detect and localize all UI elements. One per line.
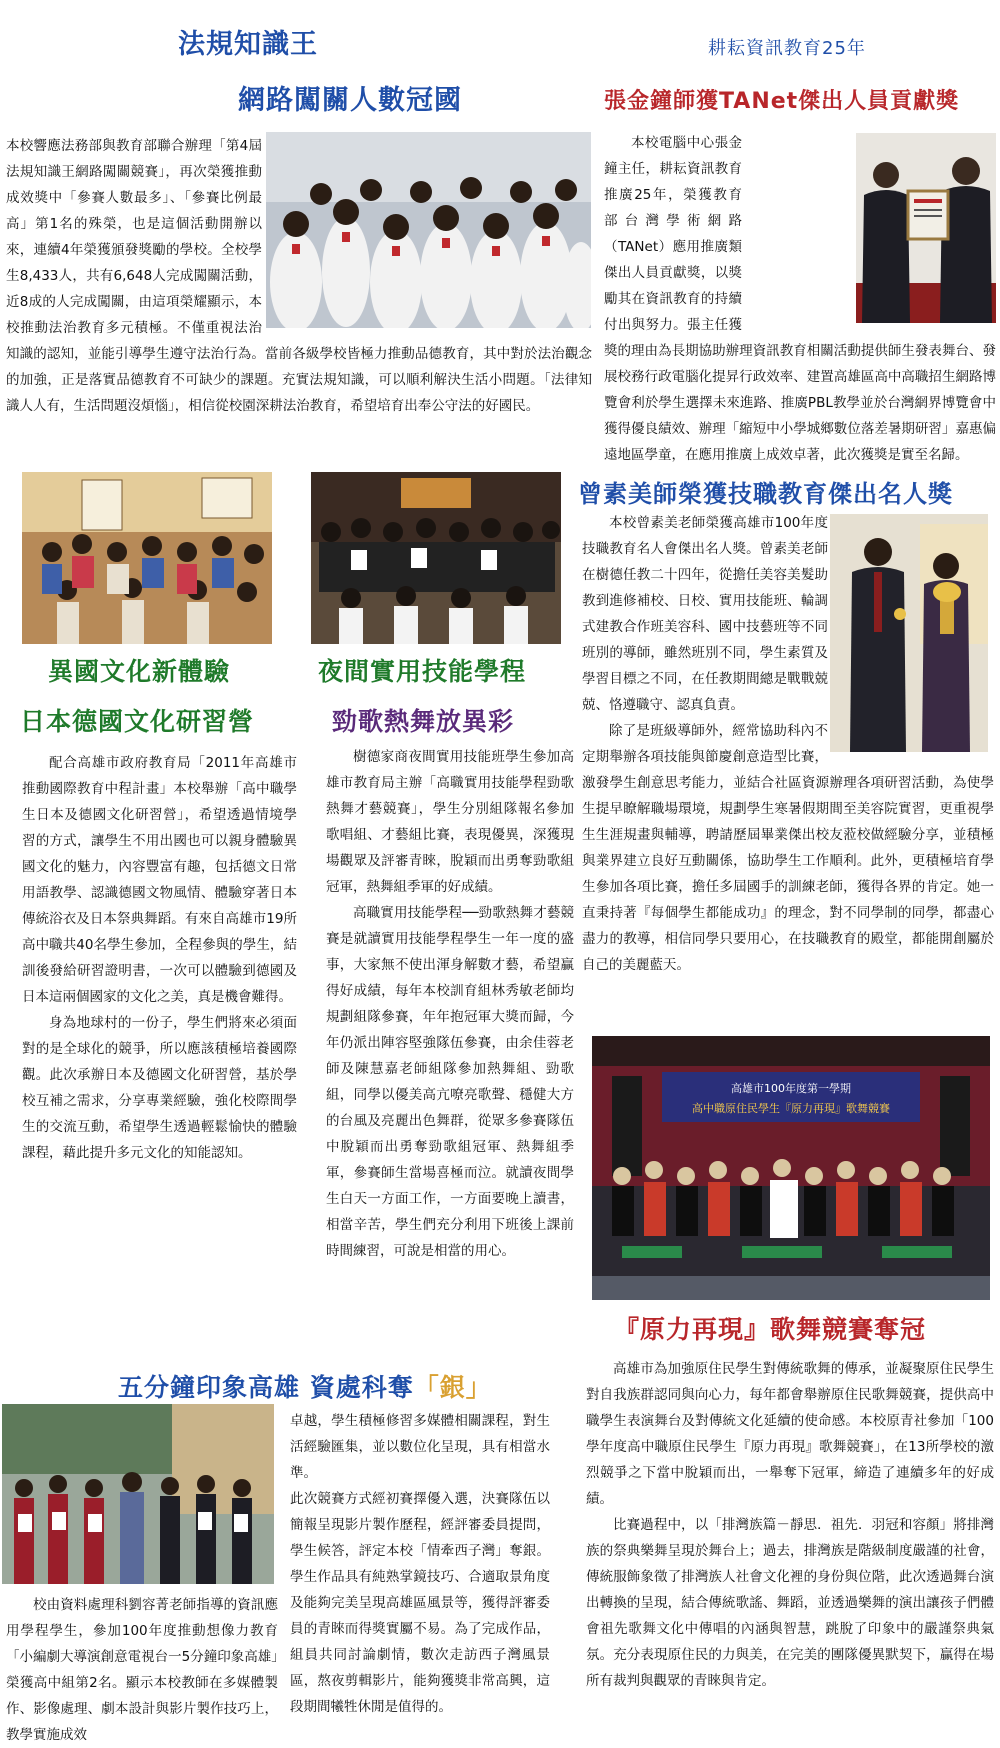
svg-text:高中職原住民學生『原力再現』歌舞競賽: 高中職原住民學生『原力再現』歌舞競賽 [692,1102,890,1115]
article2-body [604,130,996,463]
night-program-caption: 夜間實用技能學程 [318,657,527,686]
article7-paragraph-3: 此次競賽方式經初賽擇優入選，決賽隊伍以簡報呈現影片製作歷程，經評審委員提問，學生候答，評定本校「情牽西子灣」奪銀。學生作品具有純熟掌鏡技巧、合適取景角度及能夠完美呈現高雄區風景等，獲得評審委員的青睞而得獎實屬不易。為了完成作品，組員共同討論劇情，數次走訪西子灣風景區，熬夜剪輯影片，能夠獲獎非常高興，這段期間犧牲休閒是值得的。 [290,1491,550,1715]
article6-paragraph-1: 高雄市為加強原住民學生對傳統歌舞的傳承，並凝聚原住民學生對自我族群認同與向心力，每年都會舉辦原住民歌舞競賽，提供高中職學生表演舞台及對傳統文化延續的使命感。本校原青社參加「100學年度高中職原住民學生『原力再現』歌舞競賽」，在13所學校的激烈競爭之下當中脫穎而出，一舉奪下冠軍，締造了連續多年的好成績。 [586,1361,994,1507]
article1-paragraph: 本校響應法務部與教育部聯合辦理「第4屆法規知識王網路闖關競賽」，再次榮獲推動成效獎中「參賽人數最多」、「參賽比例最高」第1名的殊榮，也是這個活動開辦以來，連續4年榮獲頒發獎勵的學校。全校學生8,433人，共有6,648人完成闖關活動，近8成的人完成闖關，由這項榮耀顯示，本校推動法治教育多元積極。不僅重視法治知識的認知，並能引導學生遵守法治行為。當前各級學校皆極力推動品德教育，其中對於法治觀念的加強，正是落實品德教育不可缺少的課題。充實法規知識，可以順利解決生活小問題。「法律知識人人有，生活問題沒煩惱」，相信從校園深耕法治教育，希望培育出奉公守法的好國民。 [6,138,592,414]
article7-paragraph-1: 校由資料處理科劉容菁老師指導的資訊應用學程學生，參加100年度推動想像力教育「小編劇大導演創意電視台一5分鐘印象高雄」榮獲高中組第2名。顯示本校教師在多媒體製作、影像處理、劇本設計與影片製作技巧上，教學實施成效 [6,1597,278,1743]
article4-body [22,750,297,1250]
article5-body [326,744,574,1344]
article3-body [582,510,994,1032]
article6-paragraph-2: 比賽過程中，以「排灣族篇－靜思．祖先．羽冠和容顏」將排灣族的祭典樂舞呈現於舞台上；過去，排灣族是階級制度嚴謹的社會，傳統服飾象徵了排灣族人社會文化裡的身份與位階，此次透過舞台演出轉換的呈現，結合傳統歌謠、舞蹈，並透過樂舞的演出讓孩子們體會祖先歌舞文化中傳唱的內涵與智慧，跳脫了印象中的嚴謹祭典氣氛。充分表現原住民的力與美，在完美的團隊優異默契下，贏得在場所有裁判與觀眾的青睞與肯定。 [586,1517,994,1689]
article5-paragraph-2: 高職實用技能學程──勁歌熱舞才藝競賽是就讀實用技能學程學生一年一度的盛事，大家無不使出渾身解數才藝，希望贏得好成績，每年本校訓育組林秀敏老師均規劃組隊參賽，年年抱冠軍大獎而歸，今年仍派出陣容堅強隊伍參賽，由余佳蓉老師及陳慧嘉老師組隊參加熱舞組、勁歌組，同學以優美高亢嘹亮歌聲、穩健大方的台風及亮麗出色舞群，從眾多參賽隊伍中脫穎而出勇奪勁歌組冠軍、熱舞組季軍，參賽師生當場喜極而泣。就讀夜間學生白天一方面工作，一方面要晚上讀書，相當辛苦，學生們充分利用下班後上課前時間練習，可說是相當的用心。 [326,905,574,1259]
culture-camp-caption: 異國文化新體驗 [48,657,231,686]
section-title-it: 耕耘資訊教育25年 [708,38,866,59]
article3-title: 曾素美師榮獲技職教育傑出名人獎 [578,480,953,508]
article4-paragraph-1: 配合高雄市政府教育局「2011年高雄市推動國際教育中程計畫」本校舉辦「高中職學生日本及德國文化研習營」，希望透過情境學習的方式，讓學生不用出國也可以親身體驗異國文化的魅力，內容豐富有趣，包括德文日常用語教學、認識德國文物風情、體驗穿著日本傳統浴衣及日本祭典舞蹈。有來自高雄市19所高中職共40名學生參加，全程參與的學生，結訓後發給研習證明書，一次可以體驗到德國及日本這兩個國家的文化之美，真是機會難得。 [22,755,297,1005]
article7-body-right [290,1408,550,1748]
article7-title [118,1368,492,1404]
article7-title-award: 「銀」 [413,1373,492,1402]
culture-camp-photo [22,472,272,644]
article4-title: 日本德國文化研習營 [20,707,255,736]
article7-paragraph-2: 卓越，學生積極修習多媒體相關課程，對生活經驗匯集，並以數位化呈現，具有相當水準。 [290,1413,550,1481]
article6-body [586,1356,994,1748]
stage-banner-text: 高雄市100年度第一學期 [731,1082,851,1095]
article3-paragraph-2: 除了是班級導師外，經常協助科內不定期舉辦各項技能與節慶創意造型比賽，激發學生創意思考能力，並結合社區資源辦理各項研習活動，為使學生提早瞭解職場環境，規劃學生寒暑假期間至美容院實習，更重視學生生涯規畫與輔導，聘請歷屆畢業傑出校友蒞校做經驗分享，並積極與業界建立良好互動關係，協助學生工作順利。此外，更積極培育學生參加各項比賽，擔任多屆國手的訓練老師，獲得各界的肯定。她一直秉持著『每個學生都能成功』的理念，對不同學制的同學，都盡心盡力的教導，相信同學只要用心，在技職教育的殿堂，都能開創屬於自己的美麗藍天。 [582,723,994,973]
article7-title-main: 五分鐘印象高雄 資處科奪 [118,1373,414,1402]
article3-paragraph-1: 本校曾素美老師榮獲高雄市100年度技職教育名人會傑出名人獎。曾素美老師在樹德任教二十四年，從擔任美容美髮助教到進修補校、日校、實用技能班、輪調式建教合作班美容科、國中技藝班等不同班別的導師，雖然班別不同，學生素質及學習目標之不同，在任教期間總是戰戰兢兢、恪遵職守、認真負責。 [582,515,828,713]
night-program-photo [311,472,561,644]
article1-title: 網路闖關人數冠國 [238,85,462,116]
article1-body [6,133,592,473]
article2-paragraph: 本校電腦中心張金鐘主任，耕耘資訊教育推廣25年，榮獲教育部台灣學術網路（TANet）應用推廣類傑出人員貢獻獎，以獎勵其在資訊教育的持續付出與努力。張主任獲獎的理由為長期協助辦理資訊教育相關活動提供師生發表舞台、發展校務行政電腦化提昇行政效率、建置高雄區高中高職招生網路博覽會利於學生選擇未來進路、推廣PBL教學並於台灣網界博覽會中獲得優良績效、辦理「縮短中小學城鄉數位落差暑期研習」嘉惠偏遠地區學童，在應用推廣上成效卓著，此次獲獎是實至名歸。 [604,135,996,463]
article5-paragraph-1: 樹德家商夜間實用技能班學生參加高雄市教育局主辦「高職實用技能學程勁歌熱舞才藝競賽」，學生分別組隊報名參加歌唱組、才藝組比賽，表現優異，深獲現場觀眾及評審青睞，脫穎而出勇奪勁歌組冠軍，熱舞組季軍的好成績。 [326,749,574,895]
article5-title: 勁歌熱舞放異彩 [332,707,515,736]
article6-photo [592,1036,990,1300]
article6-title: 『原力再現』歌舞競賽奪冠 [614,1315,927,1344]
section-title-law: 法規知識王 [178,29,318,60]
article7-photo [2,1404,274,1584]
article2-title: 張金鐘師獲TANet傑出人員貢獻獎 [604,89,960,114]
article4-paragraph-2: 身為地球村的一份子，學生們將來必須面對的是全球化的競爭，所以應該積極培養國際觀。此次承辦日本及德國文化研習營，基於學校互補之需求，分享專業經驗，強化校際間學生的交流互動，希望學生透過輕鬆愉快的體驗課程，藉此提升多元文化的知能認知。 [22,1015,297,1161]
article7-body-left [6,1592,278,1748]
